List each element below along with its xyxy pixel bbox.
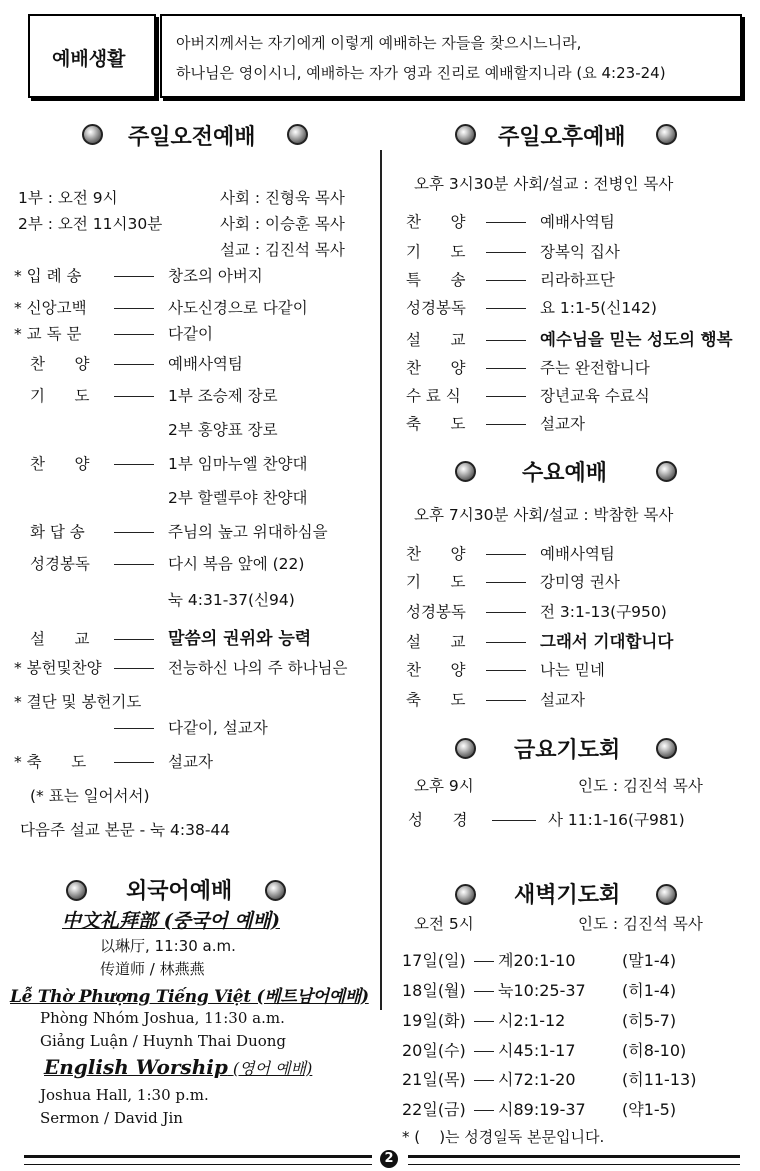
order-value: 전 3:1-13(구950) [540,603,667,621]
dash [486,424,526,425]
dash [114,464,154,465]
bullet-icon [455,738,476,759]
section-label: 예배생활 [52,48,126,70]
order-value: 전능하신 나의 주 하나님은 [168,659,348,677]
order-row [406,296,657,318]
order-value: 예수님을 믿는 성도의 행복 [540,330,733,349]
dash [474,1080,494,1081]
bullet-icon [656,884,677,905]
column-divider [380,150,382,1010]
english-service-leader: Sermon / David Jin [40,1109,183,1127]
order-row [406,210,615,232]
order-value: 예배사역팀 [540,213,615,231]
dash [486,554,526,555]
order-label: 설 교 [30,630,90,648]
order-label: 찬 양 [30,455,90,473]
afternoon-info: 오후 3시30분 사회/설교 : 전병인 목사 [414,175,674,193]
dash [114,762,154,763]
dash [474,991,494,992]
dash [492,820,536,821]
order-value: 설교자 [168,753,213,771]
order-row [406,268,615,290]
dawn-day: 19일(화) [402,1011,466,1030]
order-row [406,542,615,564]
dawn-passage: 시45:1-17 [498,1041,576,1060]
section-label-box [28,14,156,98]
dash [486,222,526,223]
standing-note: (* 표는 일어서서) [30,787,150,805]
order-row [14,750,213,772]
dash [486,340,526,341]
english-service-sub: (영어 예배) [232,1059,313,1078]
second-service-leader: 사회 : 이승훈 목사 [220,215,345,233]
order-label: 찬 양 [406,213,466,231]
order-label: 찬 양 [406,661,466,679]
order-label: * 입 례 송 [14,267,82,285]
dash [114,334,154,335]
order-row [406,384,650,406]
dawn-row [402,1038,686,1061]
bullet-icon [82,124,103,145]
verse-line-2: 하나님은 영이시니, 예배하는 자가 영과 진리로 예배할지니라 (요 4:23-24) [176,64,666,82]
page-number: 2 [380,1150,398,1168]
order-row [406,356,650,378]
dash [486,700,526,701]
order-label: 성경봉독 [406,603,466,621]
bullet-icon [656,461,677,482]
dash [114,639,154,640]
bullet-icon [287,124,308,145]
order-value: 창조의 아버지 [168,267,263,285]
order-value: 강미영 권사 [540,573,620,591]
order-label: 기 도 [406,243,466,261]
dawn-reading: (약1-5) [622,1100,677,1119]
order-row [406,628,673,652]
order-row [406,600,667,622]
order-row [14,690,141,712]
order-row [14,656,348,678]
dash [114,308,154,309]
order-value: 다같이, 설교자 [168,719,268,737]
order-row [14,486,308,508]
morning-preacher: 설교 : 김진석 목사 [220,241,345,259]
dash [474,1021,494,1022]
order-label: 찬 양 [406,359,466,377]
order-label: 기 도 [30,387,90,405]
friday-leader: 인도 : 김진석 목사 [578,777,703,795]
order-label: * 축 도 [14,753,87,771]
order-label: 찬 양 [406,545,466,563]
order-row [14,716,268,738]
order-value: 예배사역팀 [168,355,243,373]
afternoon-title: 주일오후예배 [498,125,626,150]
order-row [406,326,733,350]
vietnamese-service-place: Phòng Nhóm Joshua, 11:30 a.m. [40,1009,285,1027]
dawn-day: 18일(월) [402,981,466,1000]
dash [474,961,494,962]
order-value: 눅 4:31-37(신94) [168,591,295,609]
chinese-service-title: 中文礼拜部 (중국어 예배) [62,910,280,932]
dawn-title: 새벽기도회 [514,883,621,908]
order-label: 특 송 [406,271,466,289]
dawn-time: 오전 5시 [414,915,474,933]
dash [486,582,526,583]
dawn-passage: 시2:1-12 [498,1011,566,1030]
order-label: * 결단 및 봉헌기도 [14,693,142,711]
english-service-heading [44,1055,312,1079]
order-label: 수 료 식 [406,387,461,405]
friday-time: 오후 9시 [414,777,474,795]
order-value: 2부 할렐루야 찬양대 [168,489,308,507]
dawn-row [402,1008,676,1031]
dawn-reading: (히1-4) [622,981,677,1000]
dawn-row [402,948,676,971]
dash [486,670,526,671]
order-value: 그래서 기대합니다 [540,632,674,651]
dawn-leader: 인도 : 김진석 목사 [578,915,703,933]
wednesday-info: 오후 7시30분 사회/설교 : 박참한 목사 [414,506,674,524]
vietnamese-service-leader: Giảng Luận / Huynh Thai Duong [40,1032,287,1050]
bullet-icon [455,461,476,482]
dawn-day: 17일(일) [402,951,466,970]
order-row [406,240,620,262]
dawn-reading: (말1-4) [622,951,677,970]
footer-rule-right [408,1155,740,1165]
dash [486,396,526,397]
bullet-icon [66,880,87,901]
bullet-icon [455,884,476,905]
order-row [14,322,213,344]
friday-scripture-label: 성 경 [408,811,468,829]
dawn-day: 22일(금) [402,1100,466,1119]
dawn-note: * ( )는 성경일독 본문입니다. [402,1128,605,1146]
order-row [14,452,308,474]
order-value: 장복익 집사 [540,243,620,261]
english-service-place: Joshua Hall, 1:30 p.m. [40,1086,209,1104]
dawn-row [402,1097,676,1120]
verse-box [160,14,742,98]
order-label: 축 도 [406,415,466,433]
dawn-reading: (히8-10) [622,1041,687,1060]
dawn-passage: 시89:19-37 [498,1100,586,1119]
order-row [406,688,585,710]
dawn-passage: 계20:1-10 [498,951,576,970]
bullet-icon [265,880,286,901]
dash [114,396,154,397]
bullet-icon [656,124,677,145]
first-service-leader: 사회 : 진형욱 목사 [220,189,345,207]
order-row [14,418,278,440]
order-label: * 봉헌및찬양 [14,659,102,677]
dash [114,668,154,669]
footer-rule-left [24,1155,372,1165]
dash [114,564,154,565]
order-value: 주는 완전합니다 [540,359,650,377]
order-value: 예배사역팀 [540,545,615,563]
next-sermon: 다음주 설교 본문 - 눅 4:38-44 [20,821,231,839]
order-label: 축 도 [406,691,466,709]
dash [114,532,154,533]
dash [114,276,154,277]
dash [486,368,526,369]
dash [486,612,526,613]
dash [114,728,154,729]
chinese-service-leader: 传道师 / 林燕燕 [100,960,205,978]
order-value: 요 1:1-5(신142) [540,299,657,317]
dash [114,364,154,365]
order-value: 다같이 [168,325,213,343]
dash [474,1051,494,1052]
dash [486,642,526,643]
order-row [14,352,243,374]
order-label: 기 도 [406,573,466,591]
dash [486,252,526,253]
order-row [14,624,311,649]
bullet-icon [455,124,476,145]
dawn-reading: (히11-13) [622,1070,697,1089]
order-row [14,588,295,610]
foreign-title: 외국어예배 [126,879,233,904]
order-row [14,264,263,286]
order-row [406,658,605,680]
order-label: 성경봉독 [406,299,466,317]
friday-scripture: 사 11:1-16(구981) [548,811,685,829]
dash [114,430,154,431]
order-value: 설교자 [540,691,585,709]
order-value: 나는 믿네 [540,661,605,679]
wednesday-title: 수요예배 [522,461,608,486]
friday-title: 금요기도회 [514,738,621,763]
dash [114,498,154,499]
dawn-row [402,1067,696,1090]
morning-title: 주일오전예배 [128,125,256,150]
dawn-passage: 시72:1-20 [498,1070,576,1089]
order-value: 장년교육 수료식 [540,387,650,405]
verse-line-1: 아버지께서는 자기에게 이렇게 예배하는 자들을 찾으시느니라, [176,34,582,52]
dawn-day: 21일(목) [402,1070,466,1089]
order-row [14,296,308,318]
order-value: 말씀의 권위와 능력 [168,629,312,649]
second-service-time: 2부 : 오전 11시30분 [18,215,163,233]
dawn-passage: 눅10:25-37 [498,981,586,1000]
order-value: 다시 복음 앞에 (22) [168,555,305,573]
order-value: 리라하프단 [540,271,615,289]
dash [486,308,526,309]
order-label: 성경봉독 [30,555,90,573]
bullet-icon [656,738,677,759]
dash [474,1110,494,1111]
order-row [14,520,328,542]
order-label: 찬 양 [30,355,90,373]
order-row [14,384,278,406]
first-service-time: 1부 : 오전 9시 [18,189,118,207]
friday-scripture-row [408,808,685,830]
dawn-row [402,978,676,1001]
order-value: 1부 임마누엘 찬양대 [168,455,308,473]
order-value: 1부 조승제 장로 [168,387,278,405]
order-value: 2부 홍양표 장로 [168,421,278,439]
order-value: 주님의 높고 위대하심을 [168,523,328,541]
order-value: 설교자 [540,415,585,433]
dash [486,280,526,281]
vietnamese-service-title: Lễ Thờ Phượng Tiếng Việt (베트남어예배) [10,987,369,1007]
chinese-service-place: 以琳厅, 11:30 a.m. [100,937,236,955]
order-label: 설 교 [406,633,466,651]
order-row [406,412,585,434]
dawn-day: 20일(수) [402,1041,466,1060]
dash [114,600,154,601]
order-label: * 신앙고백 [14,299,87,317]
order-value: 사도신경으로 다같이 [168,299,308,317]
order-label: * 교 독 문 [14,325,82,343]
dawn-reading: (히5-7) [622,1011,677,1030]
english-service-title: English Worship [44,1055,228,1079]
order-row [14,552,304,574]
order-label: 화 답 송 [30,523,85,541]
order-label: 설 교 [406,331,466,349]
order-row [406,570,620,592]
